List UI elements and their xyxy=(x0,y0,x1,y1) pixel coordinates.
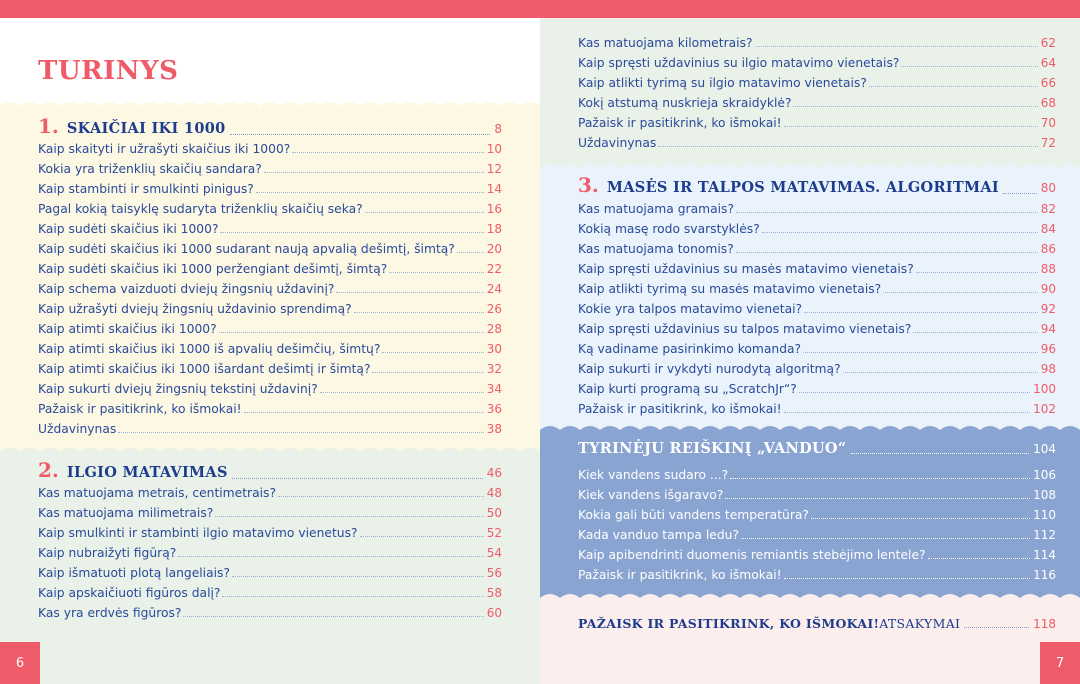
leader-dots xyxy=(736,252,1038,253)
toc-entry-page: 36 xyxy=(486,402,502,416)
leader-dots xyxy=(354,312,484,313)
leader-dots xyxy=(916,272,1038,273)
leader-dots xyxy=(730,478,1030,479)
leader-dots xyxy=(784,126,1038,127)
toc-entry[interactable] xyxy=(578,362,1056,382)
explore-list xyxy=(578,468,1056,588)
section-1-number: 1. xyxy=(38,114,59,138)
toc-entry[interactable] xyxy=(578,56,1056,76)
toc-entry-page: 70 xyxy=(1040,116,1056,130)
toc-entry-page: 108 xyxy=(1033,488,1056,502)
toc-entry-page: 54 xyxy=(486,546,502,560)
leader-dots xyxy=(799,392,1030,393)
page-number-left: 6 xyxy=(0,642,40,684)
section-3-heading[interactable] xyxy=(578,173,1056,197)
toc-entry-title: Kas matuojama metrais, centimetrais? xyxy=(38,486,276,500)
section-3-number: 3. xyxy=(578,173,599,197)
toc-entry-title: Kas matuojama milimetrais? xyxy=(38,506,214,520)
toc-entry-title: Kaip schema vaizduoti dviejų žingsnių uždavinį? xyxy=(38,282,335,296)
toc-entry[interactable] xyxy=(38,382,502,402)
answers-heading[interactable] xyxy=(578,616,1056,631)
toc-entry-title: Pažaisk ir pasitikrink, ko išmokai! xyxy=(578,402,782,416)
toc-entry-title: Kada vanduo tampa ledu? xyxy=(578,528,739,542)
section-1-heading[interactable] xyxy=(38,114,502,138)
leader-dots xyxy=(883,292,1038,293)
leader-dots xyxy=(1003,193,1037,194)
leader-dots xyxy=(382,352,483,353)
section-1-wave xyxy=(0,98,540,112)
leader-dots xyxy=(219,332,484,333)
toc-entry-title: Kaip atimti skaičius iki 1000 išardant dešimtį ir šimtą? xyxy=(38,362,371,376)
leader-dots xyxy=(762,232,1038,233)
section-1-list xyxy=(38,142,502,442)
toc-entry-title: Kokia gali būti vandens temperatūra? xyxy=(578,508,809,522)
toc-entry[interactable] xyxy=(38,142,502,162)
leader-dots xyxy=(222,596,483,597)
toc-entry[interactable] xyxy=(578,402,1056,422)
toc-entry[interactable] xyxy=(578,96,1056,116)
toc-entry[interactable] xyxy=(578,36,1056,56)
toc-entry-title: Pažaisk ir pasitikrink, ko išmokai! xyxy=(578,568,782,582)
toc-entry-title: Uždavinynas xyxy=(38,422,117,436)
toc-entry-page: 48 xyxy=(486,486,502,500)
toc-entry-page: 18 xyxy=(486,222,502,236)
toc-entry-title: Kaip smulkinti ir stambinti ilgio matavimo vienetus? xyxy=(38,526,358,540)
leader-dots xyxy=(851,453,1030,454)
toc-entry-title: Kas matuojama gramais? xyxy=(578,202,734,216)
toc-entry-page: 22 xyxy=(486,262,502,276)
toc-entry-title: Kaip kurti programą su „ScratchJr“? xyxy=(578,382,797,396)
leader-dots xyxy=(901,66,1037,67)
section-2-number: 2. xyxy=(38,458,59,482)
leader-dots xyxy=(183,616,483,617)
leader-dots xyxy=(741,538,1030,539)
toc-entry-page: 58 xyxy=(486,586,502,600)
toc-entry-page: 82 xyxy=(1040,202,1056,216)
toc-entry-page: 72 xyxy=(1040,136,1056,150)
toc-entry[interactable] xyxy=(578,488,1056,508)
leader-dots xyxy=(220,232,483,233)
explore-heading[interactable] xyxy=(578,440,1056,457)
toc-entry[interactable] xyxy=(38,262,502,282)
leader-dots xyxy=(278,496,484,497)
section-3-title: MASĖS IR TALPOS MATAVIMAS. ALGORITMAI xyxy=(606,179,999,196)
toc-entry[interactable] xyxy=(38,546,502,566)
toc-entry[interactable] xyxy=(38,586,502,606)
toc-entry[interactable] xyxy=(38,342,502,362)
toc-entry[interactable] xyxy=(578,136,1056,156)
toc-entry-title: Kaip spręsti uždavinius su talpos matavimo vienetais? xyxy=(578,322,912,336)
toc-entry[interactable] xyxy=(38,182,502,202)
leader-dots xyxy=(457,252,484,253)
toc-entry[interactable] xyxy=(38,322,502,342)
toc-entry[interactable] xyxy=(38,506,502,526)
toc-entry-page: 60 xyxy=(486,606,502,620)
toc-entry[interactable] xyxy=(578,528,1056,548)
toc-entry-page: 38 xyxy=(486,422,502,436)
toc-entry[interactable] xyxy=(578,568,1056,588)
right-page xyxy=(540,18,1080,684)
toc-entry-page: 52 xyxy=(486,526,502,540)
toc-entry[interactable] xyxy=(38,402,502,422)
toc-entry-title: Kaip sudėti skaičius iki 1000? xyxy=(38,222,219,236)
toc-entry-title: Ką vadiname pasirinkimo komanda? xyxy=(578,342,802,356)
toc-entry-title: Kaip užrašyti dviejų žingsnių uždavinio sprendimą? xyxy=(38,302,352,316)
toc-entry-title: Kaip atimti skaičius iki 1000 iš apvalių dešimčių, šimtų? xyxy=(38,342,381,356)
toc-entry-title: Pagal kokią taisyklę sudaryta triženklių skaičių seka? xyxy=(38,202,363,216)
section-2-continued-list xyxy=(578,36,1056,156)
toc-entry-title: Kaip sukurti dviejų žingsnių tekstinį uždavinį? xyxy=(38,382,318,396)
toc-entry-page: 90 xyxy=(1040,282,1056,296)
toc-entry-page: 32 xyxy=(486,362,502,376)
toc-entry[interactable] xyxy=(38,282,502,302)
toc-entry[interactable] xyxy=(38,486,502,506)
leader-dots xyxy=(118,432,483,433)
toc-entry-title: Kaip sukurti ir vykdyti nurodytą algoritmą? xyxy=(578,362,841,376)
toc-entry[interactable] xyxy=(578,548,1056,568)
answers-page: 118 xyxy=(1033,617,1056,631)
toc-entry-page: 98 xyxy=(1040,362,1056,376)
toc-entry-page: 28 xyxy=(486,322,502,336)
leader-dots xyxy=(784,578,1031,579)
toc-entry[interactable] xyxy=(38,222,502,242)
toc-entry[interactable] xyxy=(578,116,1056,136)
toc-entry-title: Pažaisk ir pasitikrink, ko išmokai! xyxy=(38,402,242,416)
toc-entry[interactable] xyxy=(578,76,1056,96)
toc-entry[interactable] xyxy=(578,202,1056,222)
toc-entry-page: 14 xyxy=(486,182,502,196)
toc-entry-page: 30 xyxy=(486,342,502,356)
leader-dots xyxy=(913,332,1037,333)
toc-entry[interactable] xyxy=(38,302,502,322)
section-3-wave xyxy=(540,160,1080,174)
leader-dots xyxy=(360,536,484,537)
toc-entry-title: Kaip atlikti tyrimą su masės matavimo vienetais? xyxy=(578,282,882,296)
left-page xyxy=(0,18,540,684)
leader-dots xyxy=(365,212,484,213)
leader-dots xyxy=(292,152,483,153)
toc-entry-title: Uždavinynas xyxy=(578,136,657,150)
toc-entry-page: 56 xyxy=(486,566,502,580)
leader-dots xyxy=(793,106,1037,107)
toc-entry[interactable] xyxy=(578,282,1056,302)
toc-entry-page: 24 xyxy=(486,282,502,296)
toc-entry[interactable] xyxy=(578,382,1056,402)
toc-entry-title: Kiek vandens išgaravo? xyxy=(578,488,724,502)
answers-wave xyxy=(540,590,1080,604)
leader-dots xyxy=(784,412,1031,413)
toc-entry[interactable] xyxy=(38,242,502,262)
leader-dots xyxy=(230,134,491,135)
leader-dots xyxy=(736,212,1038,213)
section-2-heading[interactable] xyxy=(38,458,502,482)
leader-dots xyxy=(928,558,1031,559)
toc-entry-title: Kiek vandens sudaro ...? xyxy=(578,468,729,482)
leader-dots xyxy=(178,556,483,557)
toc-entry-title: Kaip apibendrinti duomenis remiantis stebėjimo lentele? xyxy=(578,548,926,562)
section-2-title: ILGIO MATAVIMAS xyxy=(66,464,228,481)
section-1-page: 8 xyxy=(494,122,502,136)
leader-dots xyxy=(232,478,483,479)
toc-entry-page: 64 xyxy=(1040,56,1056,70)
explore-wave xyxy=(540,422,1080,436)
toc-entry-page: 116 xyxy=(1033,568,1056,582)
toc-entry-title: Kaip sudėti skaičius iki 1000 peržengiant dešimtį, šimtą? xyxy=(38,262,388,276)
toc-entry-title: Kokią masę rodo svarstyklės? xyxy=(578,222,760,236)
toc-entry[interactable] xyxy=(38,202,502,222)
page-number-right: 7 xyxy=(1040,642,1080,684)
toc-entry-title: Kas yra erdvės figūros? xyxy=(38,606,182,620)
toc-entry-page: 112 xyxy=(1033,528,1056,542)
leader-dots xyxy=(244,412,484,413)
leader-dots xyxy=(264,172,484,173)
leader-dots xyxy=(389,272,483,273)
section-1-title: SKAIČIAI IKI 1000 xyxy=(66,120,226,137)
toc-entry-page: 86 xyxy=(1040,242,1056,256)
toc-entry-page: 84 xyxy=(1040,222,1056,236)
toc-entry-title: Kaip nubraižyti figūrą? xyxy=(38,546,177,560)
leader-dots xyxy=(843,372,1038,373)
toc-entry-page: 106 xyxy=(1033,468,1056,482)
toc-entry-title: Kaip stambinti ir smulkinti pinigus? xyxy=(38,182,254,196)
toc-entry-page: 10 xyxy=(486,142,502,156)
leader-dots xyxy=(804,312,1038,313)
toc-entry-title: Kokį atstumą nuskrieja skraidyklė? xyxy=(578,96,792,110)
toc-entry-page: 92 xyxy=(1040,302,1056,316)
toc-entry[interactable] xyxy=(578,508,1056,528)
toc-entry[interactable] xyxy=(38,162,502,182)
section-2-page: 46 xyxy=(486,466,502,480)
toc-entry-page: 66 xyxy=(1040,76,1056,90)
leader-dots xyxy=(725,498,1030,499)
toc-entry-title: Pažaisk ir pasitikrink, ko išmokai! xyxy=(578,116,782,130)
toc-entry-page: 94 xyxy=(1040,322,1056,336)
toc-entry-title: Kaip atimti skaičius iki 1000? xyxy=(38,322,217,336)
toc-entry[interactable] xyxy=(38,606,502,626)
leader-dots xyxy=(658,146,1037,147)
toc-entry-title: Kaip spręsti uždavinius su ilgio matavimo vienetais? xyxy=(578,56,900,70)
leader-dots xyxy=(232,576,484,577)
toc-entry-title: Kaip sudėti skaičius iki 1000 sudarant naują apvalią dešimtį, šimtą? xyxy=(38,242,455,256)
toc-entry-page: 110 xyxy=(1033,508,1056,522)
toc-entry[interactable] xyxy=(578,222,1056,242)
section-2-list xyxy=(38,486,502,626)
leader-dots xyxy=(320,392,484,393)
section-3-list xyxy=(578,202,1056,422)
leader-dots xyxy=(336,292,483,293)
toc-entry-page: 26 xyxy=(486,302,502,316)
toc-entry-page: 16 xyxy=(486,202,502,216)
toc-entry-page: 114 xyxy=(1033,548,1056,562)
answers-title-rest: ATSAKYMAI xyxy=(879,616,961,631)
toc-entry-page: 100 xyxy=(1033,382,1056,396)
toc-entry[interactable] xyxy=(38,526,502,546)
toc-entry-title: Kaip apskaičiuoti figūros dalį? xyxy=(38,586,221,600)
toc-entry-title: Kaip skaityti ir užrašyti skaičius iki 1000? xyxy=(38,142,291,156)
leader-dots xyxy=(256,192,484,193)
leader-dots xyxy=(811,518,1030,519)
toc-entry-page: 20 xyxy=(486,242,502,256)
toc-entry-page: 88 xyxy=(1040,262,1056,276)
toc-entry-title: Kaip spręsti uždavinius su masės matavimo vienetais? xyxy=(578,262,914,276)
toc-entry[interactable] xyxy=(38,422,502,442)
leader-dots xyxy=(372,372,483,373)
toc-entry[interactable] xyxy=(578,342,1056,362)
toc-entry-page: 68 xyxy=(1040,96,1056,110)
toc-entry-page: 50 xyxy=(486,506,502,520)
leader-dots xyxy=(869,86,1038,87)
toc-entry-title: Kaip atlikti tyrimą su ilgio matavimo vienetais? xyxy=(578,76,867,90)
answers-band xyxy=(540,600,1080,684)
leader-dots xyxy=(964,627,1029,628)
answers-title-bold: PAŽAISK IR PASITIKRINK, KO IŠMOKAI! xyxy=(578,616,880,631)
explore-title: TYRINĖJU REIŠKINĮ „VANDUO“ xyxy=(578,440,847,457)
toc-entry[interactable] xyxy=(578,262,1056,282)
toc-entry[interactable] xyxy=(578,302,1056,322)
leader-dots xyxy=(215,516,483,517)
toc-entry[interactable] xyxy=(38,566,502,586)
toc-entry-title: Kokie yra talpos matavimo vienetai? xyxy=(578,302,803,316)
toc-entry[interactable] xyxy=(38,362,502,382)
leader-dots xyxy=(755,46,1038,47)
toc-entry-title: Kokia yra triženklių skaičių sandara? xyxy=(38,162,262,176)
toc-entry[interactable] xyxy=(578,468,1056,488)
toc-entry-page: 102 xyxy=(1033,402,1056,416)
explore-page: 104 xyxy=(1033,442,1056,456)
toc-entry-page: 34 xyxy=(486,382,502,396)
toc-entry-page: 12 xyxy=(486,162,502,176)
section-2-wave xyxy=(0,444,540,458)
toc-title: TURINYS xyxy=(38,56,179,86)
top-accent-bar xyxy=(0,0,1080,18)
toc-entry[interactable] xyxy=(578,242,1056,262)
toc-entry[interactable] xyxy=(578,322,1056,342)
toc-entry-page: 96 xyxy=(1040,342,1056,356)
toc-entry-title: Kaip išmatuoti plotą langeliais? xyxy=(38,566,230,580)
toc-entry-title: Kas matuojama kilometrais? xyxy=(578,36,753,50)
toc-entry-title: Kas matuojama tonomis? xyxy=(578,242,734,256)
toc-entry-page: 62 xyxy=(1040,36,1056,50)
leader-dots xyxy=(803,352,1038,353)
section-3-page: 80 xyxy=(1040,181,1056,195)
